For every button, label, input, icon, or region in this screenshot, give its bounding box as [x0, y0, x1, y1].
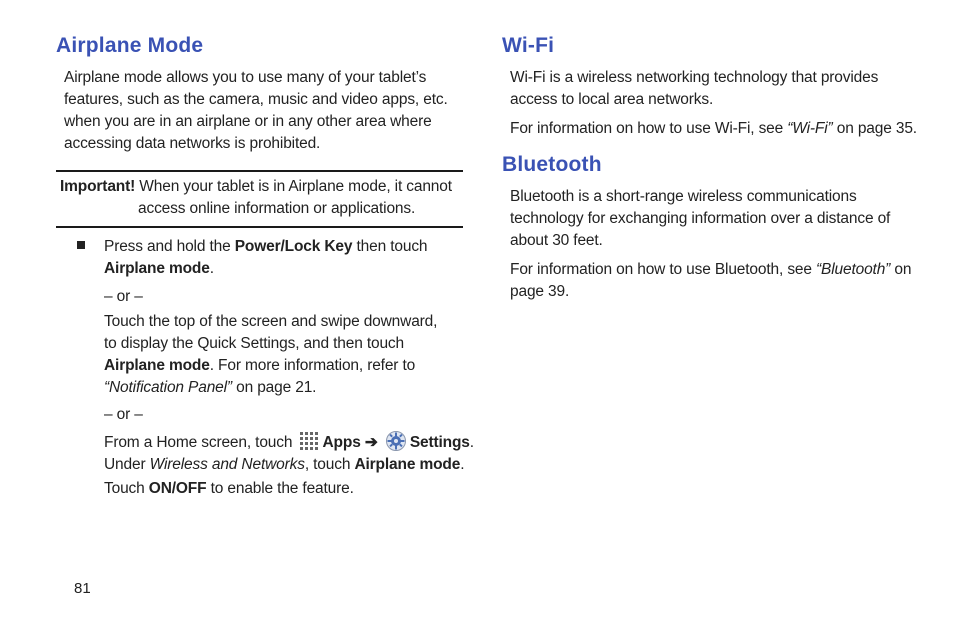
arrow-separator: ➔	[360, 434, 382, 451]
step3-text: .	[469, 434, 474, 451]
settings-label: Settings	[409, 434, 470, 451]
power-lock-key-label: Power/Lock Key	[234, 238, 353, 255]
important-top-rule	[56, 170, 463, 172]
bluetooth-description	[510, 186, 922, 252]
wifi-info-text: For information on how to use Wi-Fi, see	[510, 120, 788, 137]
bluetooth-heading: Bluetooth	[502, 153, 602, 176]
airplane-mode-label: Airplane mode	[104, 357, 210, 374]
wifi-description	[510, 67, 922, 111]
bluetooth-info-text: on	[890, 261, 912, 278]
important-note	[60, 176, 464, 220]
step2-text: . For more information, refer to	[209, 357, 416, 374]
bluetooth-reference: “Bluetooth”	[816, 261, 891, 278]
step1-text: Press and hold the	[104, 238, 235, 255]
apps-label: Apps	[322, 434, 361, 451]
step3-text: .	[460, 456, 465, 473]
step3-text: Under	[104, 456, 150, 473]
notification-panel-reference: “Notification Panel”	[104, 379, 232, 396]
or-separator: – or –	[104, 288, 143, 305]
bluetooth-info-text: For information on how to use Bluetooth, see	[510, 261, 817, 278]
wireless-networks-label: Wireless and Networks	[149, 456, 305, 473]
bullet-square-icon	[77, 241, 85, 249]
airplane-intro-line: features, such as the camera, music and video apps, etc.	[64, 91, 448, 108]
airplane-intro	[64, 67, 448, 155]
bluetooth-description-line: Bluetooth is a short-range wireless communications	[510, 188, 857, 205]
airplane-mode-label: Airplane mode	[354, 456, 461, 473]
step1-text: .	[209, 260, 214, 277]
or-separator: – or –	[104, 406, 143, 423]
step2-text: Touch the top of the screen and swipe downward,	[104, 313, 438, 330]
page-number: 81	[74, 580, 91, 597]
bluetooth-description-line: technology for exchanging information over a distance of	[510, 210, 891, 227]
important-text: When your tablet is in Airplane mode, it cannot	[135, 178, 452, 195]
important-bottom-rule	[56, 226, 463, 228]
wifi-heading: Wi-Fi	[502, 34, 555, 57]
step1-text: then touch	[352, 238, 428, 255]
important-label: Important!	[60, 178, 136, 195]
step3-text: to enable the feature.	[206, 480, 354, 497]
bluetooth-info	[510, 259, 922, 303]
apps-grid-icon	[299, 431, 321, 451]
step3-text: Touch	[104, 480, 149, 497]
airplane-mode-label: Airplane mode	[104, 260, 210, 277]
step2-text: to display the Quick Settings, and then touch	[104, 335, 404, 352]
bluetooth-description-line: about 30 feet.	[510, 232, 603, 249]
airplane-intro-line: Airplane mode allows you to use many of your tablet’s	[64, 69, 427, 86]
step3-text: From a Home screen, touch	[104, 434, 297, 451]
settings-gear-icon	[385, 430, 407, 452]
wifi-description-line: access to local area networks.	[510, 91, 714, 108]
on-off-label: ON/OFF	[148, 480, 207, 497]
bluetooth-info-text: page 39.	[510, 283, 570, 300]
wifi-reference: “Wi-Fi”	[787, 120, 833, 137]
airplane-mode-heading: Airplane Mode	[56, 34, 204, 57]
wifi-info	[510, 118, 922, 140]
important-text-line2: access online information or applications.	[138, 200, 416, 217]
step3-text: , touch	[304, 456, 355, 473]
wifi-description-line: Wi-Fi is a wireless networking technology that provides	[510, 69, 879, 86]
airplane-step3	[104, 430, 474, 500]
airplane-step1	[104, 236, 464, 280]
step2-text: on page 21.	[231, 379, 317, 396]
airplane-step2	[104, 311, 464, 399]
airplane-intro-line: accessing data networks is prohibited.	[64, 135, 321, 152]
airplane-intro-line: when you are in an airplane or in any other area where	[64, 113, 432, 130]
wifi-info-text: on page 35.	[832, 120, 917, 137]
